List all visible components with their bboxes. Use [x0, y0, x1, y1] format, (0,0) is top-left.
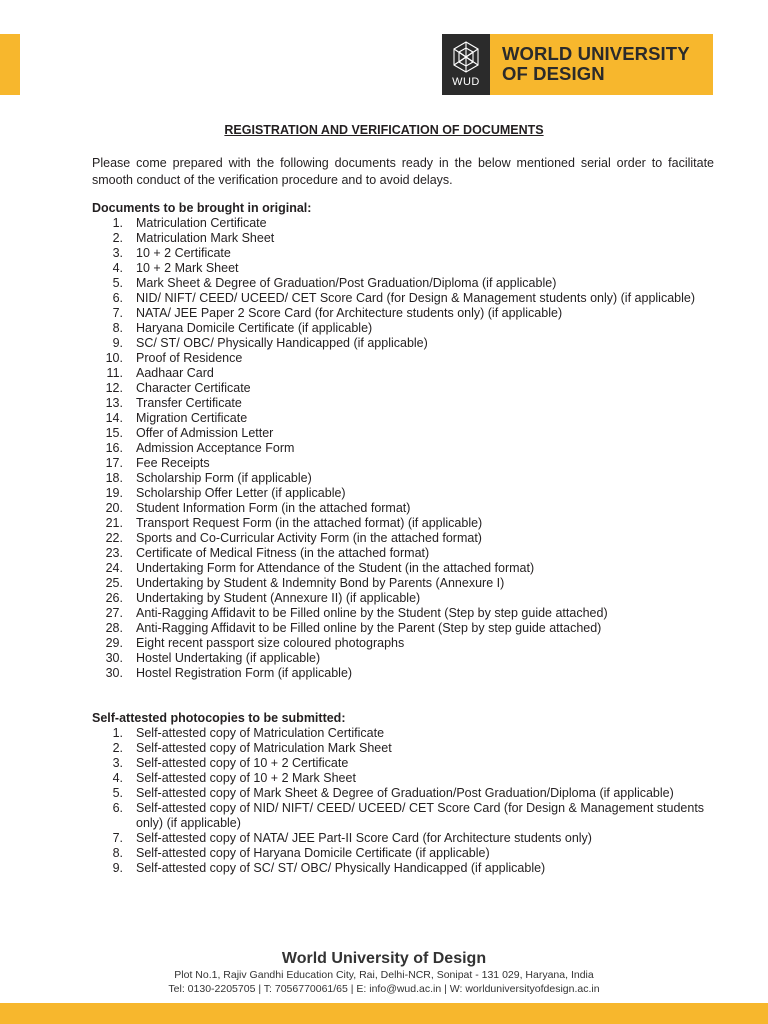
- photocopies-heading: Self-attested photocopies to be submitted:: [92, 711, 346, 725]
- list-item-number: 3.: [112, 246, 123, 260]
- list-item-text: Self-attested copy of NID/ NIFT/ CEED/ UCEED/ CET Score Card (for Design & Management students only) (if applicable): [136, 801, 705, 830]
- list-item: [92, 411, 716, 426]
- list-item-number: 26.: [105, 591, 123, 605]
- logo-short-name: WUD: [452, 76, 480, 88]
- list-item: [92, 486, 716, 501]
- list-item-text: Character Certificate: [136, 381, 251, 395]
- logo-name: [502, 44, 690, 84]
- list-item-text: Matriculation Certificate: [136, 216, 267, 230]
- logo-name-line2: OF DESIGN: [502, 63, 605, 84]
- list-item-number: 14.: [105, 411, 123, 425]
- left-accent-bar: [0, 34, 20, 95]
- list-item-text: Self-attested copy of 10 + 2 Certificate: [136, 756, 349, 770]
- list-item-text: Scholarship Offer Letter (if applicable): [136, 486, 346, 500]
- document-title: REGISTRATION AND VERIFICATION OF DOCUMENTS: [224, 123, 544, 137]
- list-item-text: Self-attested copy of Matriculation Certificate: [136, 726, 385, 740]
- list-item-text: Scholarship Form (if applicable): [136, 471, 312, 485]
- list-item-number: 5.: [112, 276, 123, 290]
- list-item-number: 16.: [105, 441, 123, 455]
- list-item-text: Anti-Ragging Affidavit to be Filled online by the Student (Step by step guide attached): [136, 606, 608, 620]
- list-item: [92, 591, 716, 606]
- list-item-number: 5.: [112, 786, 123, 800]
- list-item: [92, 726, 716, 741]
- list-item: [92, 861, 716, 876]
- list-item-text: Matriculation Mark Sheet: [136, 231, 275, 245]
- list-item: [92, 471, 716, 486]
- intro-paragraph: Please come prepared with the following documents ready in the below mentioned serial order to facilitate smooth conduct of the verification procedure and to avoid delays.: [92, 156, 714, 187]
- list-item: [92, 291, 716, 306]
- list-item-text: Undertaking by Student & Indemnity Bond by Parents (Annexure I): [136, 576, 505, 590]
- list-item-number: 30.: [105, 666, 123, 680]
- list-item: [92, 426, 716, 441]
- list-item-text: Transport Request Form (in the attached format) (if applicable): [136, 516, 483, 530]
- list-item-number: 8.: [112, 846, 123, 860]
- list-item-text: Self-attested copy of Mark Sheet & Degree of Graduation/Post Graduation/Diploma (if applicable): [136, 786, 674, 800]
- list-item: [92, 651, 716, 666]
- list-item-text: Admission Acceptance Form: [136, 441, 295, 455]
- list-item-text: Haryana Domicile Certificate (if applicable): [136, 321, 373, 335]
- list-item-text: Proof of Residence: [136, 351, 243, 365]
- footer-address: Plot No.1, Rajiv Gandhi Education City, Rai, Delhi-NCR, Sonipat - 131 029, Haryana, India: [174, 969, 594, 981]
- list-item-text: Self-attested copy of Haryana Domicile Certificate (if applicable): [136, 846, 490, 860]
- list-item-text: NATA/ JEE Paper 2 Score Card (for Architecture students only) (if applicable): [136, 306, 563, 320]
- list-item-text: Student Information Form (in the attached format): [136, 501, 411, 515]
- list-item: [92, 756, 716, 771]
- footer-university-name: World University of Design: [281, 950, 487, 967]
- list-item-number: 9.: [112, 861, 123, 875]
- list-item-text: Hostel Undertaking (if applicable): [136, 651, 321, 665]
- list-item: [92, 381, 716, 396]
- logo-banner: [442, 34, 713, 95]
- list-item-number: 1.: [112, 726, 123, 740]
- list-item-number: 30.: [105, 651, 123, 665]
- list-item-number: 4.: [112, 771, 123, 785]
- list-item: [92, 666, 716, 681]
- list-item: [92, 771, 716, 786]
- logo-mark: [442, 34, 490, 95]
- list-item: [92, 321, 716, 336]
- list-item-number: 2.: [112, 741, 123, 755]
- list-item-text: Self-attested copy of NATA/ JEE Part-II Score Card (for Architecture students only): [136, 831, 592, 845]
- list-item-number: 21.: [105, 516, 123, 530]
- list-item: [92, 351, 716, 366]
- list-item-number: 11.: [106, 366, 123, 380]
- list-item-text: Hostel Registration Form (if applicable): [136, 666, 353, 680]
- list-item-number: 6.: [112, 801, 123, 815]
- list-item: [92, 741, 716, 756]
- list-item: [92, 441, 716, 456]
- list-item: [92, 831, 716, 846]
- list-item-number: 20.: [105, 501, 123, 515]
- list-item-text: Anti-Ragging Affidavit to be Filled online by the Parent (Step by step guide attached): [136, 621, 602, 635]
- logo-name-line1: WORLD UNIVERSITY: [502, 43, 690, 64]
- list-item-text: Undertaking by Student (Annexure II) (if applicable): [136, 591, 421, 605]
- list-item-text: NID/ NIFT/ CEED/ UCEED/ CET Score Card (for Design & Management students only) (if applicable): [136, 291, 695, 305]
- list-item-number: 19.: [105, 486, 123, 500]
- list-item: [92, 561, 716, 576]
- list-item: [92, 216, 716, 231]
- list-item: [92, 246, 716, 261]
- list-item: [92, 636, 716, 651]
- list-item-number: 12.: [105, 381, 123, 395]
- list-item-number: 29.: [105, 636, 123, 650]
- list-item-number: 24.: [105, 561, 123, 575]
- list-item: [92, 456, 716, 471]
- list-item: [92, 516, 716, 531]
- list-item-text: Offer of Admission Letter: [136, 426, 274, 440]
- bottom-accent-bar: [0, 1003, 768, 1024]
- footer-contact: Tel: 0130-2205705 | T: 7056770061/65 | E: info@wud.ac.in | W: worlduniversityofdesign.ac.in: [168, 983, 600, 995]
- geometric-globe-icon: [449, 40, 483, 74]
- list-item-text: Self-attested copy of SC/ ST/ OBC/ Physically Handicapped (if applicable): [136, 861, 546, 875]
- list-item: [92, 276, 716, 291]
- list-item-number: 10.: [105, 351, 123, 365]
- list-item-text: Transfer Certificate: [136, 396, 242, 410]
- originals-section: [92, 201, 716, 681]
- list-item: [92, 396, 716, 411]
- list-item: [92, 786, 716, 801]
- list-item-text: SC/ ST/ OBC/ Physically Handicapped (if applicable): [136, 336, 428, 350]
- photocopies-section: [92, 711, 716, 876]
- list-item-text: Eight recent passport size coloured photographs: [136, 636, 405, 650]
- list-item-number: 15.: [105, 426, 123, 440]
- list-item-number: 23.: [105, 546, 123, 560]
- list-item: [92, 546, 716, 561]
- list-item-text: Undertaking Form for Attendance of the Student (in the attached format): [136, 561, 535, 575]
- list-item: [92, 621, 716, 636]
- list-item-text: Fee Receipts: [136, 456, 210, 470]
- list-item-text: 10 + 2 Mark Sheet: [136, 261, 239, 275]
- list-item-text: Aadhaar Card: [136, 366, 214, 380]
- list-item-number: 27.: [105, 606, 123, 620]
- list-item: [92, 531, 716, 546]
- list-item-number: 1.: [112, 216, 123, 230]
- list-item-number: 6.: [112, 291, 123, 305]
- list-item-number: 17.: [105, 456, 123, 470]
- list-item-number: 4.: [112, 261, 123, 275]
- list-item: [92, 801, 716, 831]
- list-item-text: Sports and Co-Curricular Activity Form (in the attached format): [136, 531, 482, 545]
- originals-list: [92, 216, 716, 681]
- list-item-number: 9.: [112, 336, 123, 350]
- list-item: [92, 261, 716, 276]
- list-item-number: 13.: [105, 396, 123, 410]
- list-item-text: Self-attested copy of 10 + 2 Mark Sheet: [136, 771, 356, 785]
- list-item: [92, 846, 716, 861]
- list-item: [92, 336, 716, 351]
- list-item: [92, 501, 716, 516]
- list-item: [92, 576, 716, 591]
- list-item-number: 2.: [112, 231, 123, 245]
- list-item-text: Mark Sheet & Degree of Graduation/Post Graduation/Diploma (if applicable): [136, 276, 557, 290]
- list-item-number: 7.: [112, 831, 123, 845]
- list-item: [92, 306, 716, 321]
- originals-heading: Documents to be brought in original:: [92, 201, 312, 215]
- list-item-number: 22.: [105, 531, 123, 545]
- list-item-number: 3.: [112, 756, 123, 770]
- photocopies-list: [92, 726, 716, 876]
- list-item-number: 28.: [105, 621, 123, 635]
- list-item-text: Certificate of Medical Fitness (in the attached format): [136, 546, 430, 560]
- list-item: [92, 366, 716, 381]
- list-item-number: 8.: [112, 321, 123, 335]
- list-item-text: Migration Certificate: [136, 411, 248, 425]
- list-item-text: 10 + 2 Certificate: [136, 246, 231, 260]
- list-item: [92, 606, 716, 621]
- list-item-number: 25.: [105, 576, 123, 590]
- list-item: [92, 231, 716, 246]
- list-item-number: 18.: [105, 471, 123, 485]
- list-item-text: Self-attested copy of Matriculation Mark Sheet: [136, 741, 392, 755]
- list-item-number: 7.: [112, 306, 123, 320]
